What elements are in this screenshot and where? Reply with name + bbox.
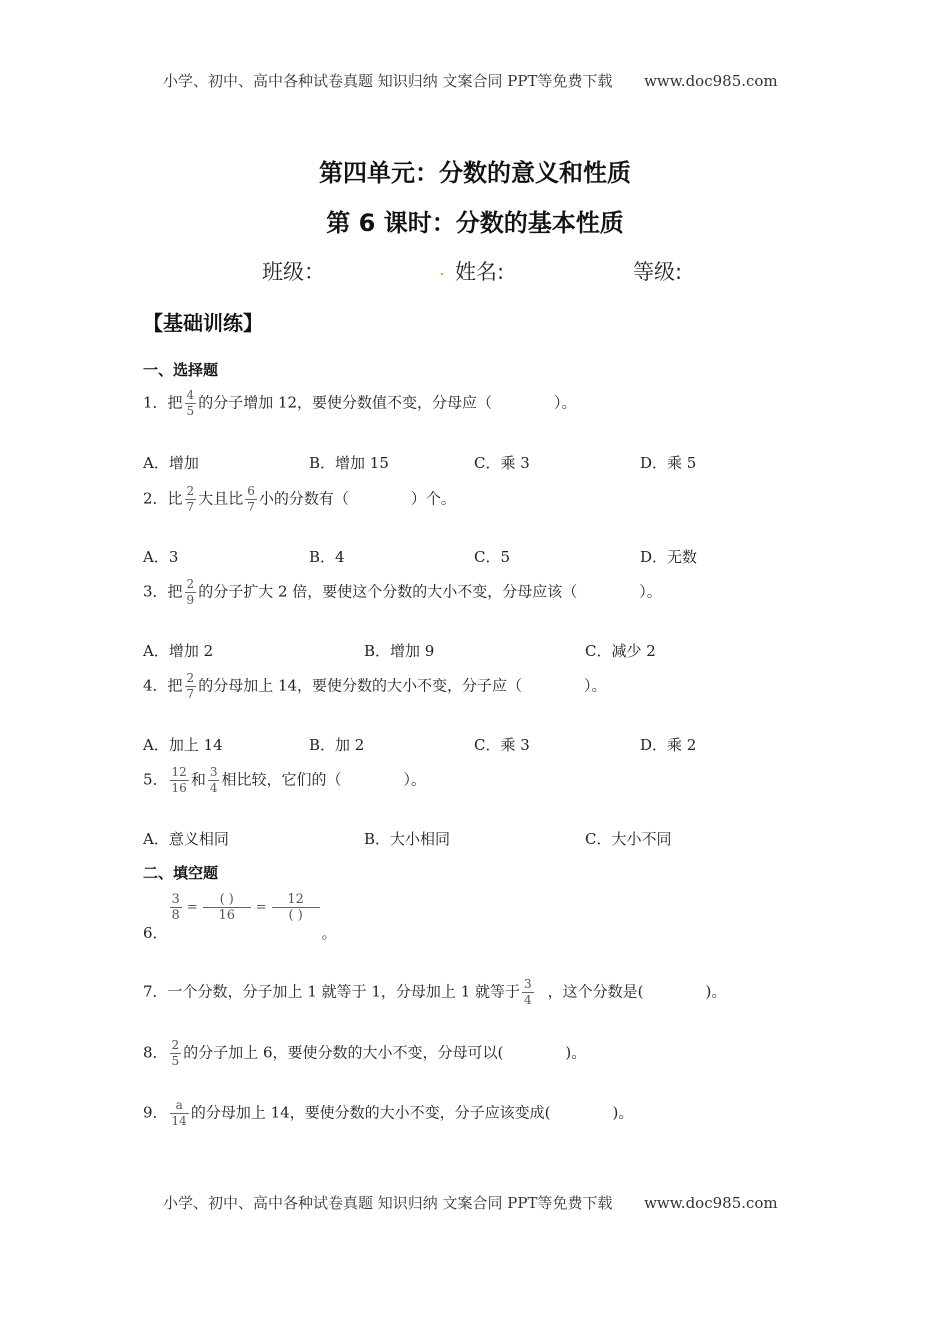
question-7: 7．一个分数，分子加上 1 就等于 1，分母加上 1 就等于 $\frac{3}{4}$ ，这个分数是( )。	[143, 977, 727, 1007]
fraction: $\frac{2}{9}$	[186, 577, 195, 607]
fraction: $\frac{3}{4}$	[524, 977, 532, 1007]
question-6: 6． $\frac{3}{8}$ = $\frac{( )}{16}$ = $\frac{12}{( )}$ 。	[143, 892, 337, 942]
q1-option-b[interactable]: B．增加 15	[309, 454, 389, 472]
page-footer	[163, 1192, 778, 1213]
fraction: $\frac{2}{7}$	[186, 484, 195, 514]
q2-option-d[interactable]: D．无数	[640, 548, 698, 566]
question-5: 5． $\frac{12}{16}$ 和 $\frac{3}{4}$ 相比较，它们的（ ）。	[143, 765, 427, 795]
q5-option-b[interactable]: B．大小相同	[364, 830, 451, 848]
q3-option-a[interactable]: A．增加 2	[143, 642, 214, 660]
question-4: 4．把 $\frac{2}{7}$ 的分母加上 14，要使分数的大小不变，分子应（ ）。	[143, 671, 607, 701]
fraction: $\frac{3}{8}$	[171, 892, 180, 923]
section-fill-in: 二、填空题	[143, 864, 219, 882]
name-label: 姓名:	[455, 260, 505, 284]
fraction: $\frac{12}{16}$	[171, 765, 187, 795]
q1-option-c[interactable]: C．乘 3	[474, 454, 530, 472]
fraction: $\frac{12}{( )}$	[272, 892, 320, 923]
footer-text: 小学、初中、高中各种试卷真题 知识归纳 文案合同 PPT等免费下载	[163, 1194, 613, 1212]
question-2: 2．比 $\frac{2}{7}$ 大且比 $\frac{6}{7}$ 小的分数有（ ）个。	[143, 484, 456, 514]
fraction: $\frac{2}{7}$	[186, 671, 195, 701]
question-1: 1．把 $\frac{4}{5}$ 的分子增加 12，要使分数值不变，分母应（ ）。	[143, 388, 577, 418]
fraction: $\frac{a}{14}$	[171, 1098, 187, 1128]
question-9: 9． $\frac{a}{14}$ 的分母加上 14，要使分数的大小不变，分子应该变成( )。	[143, 1098, 634, 1128]
info-dot: .	[439, 259, 445, 280]
question-3: 3．把 $\frac{2}{9}$ 的分子扩大 2 倍，要使这个分数的大小不变，分母应该（ ）。	[143, 577, 662, 607]
q2-option-c[interactable]: C．5	[474, 548, 511, 566]
fraction: $\frac{4}{5}$	[186, 388, 195, 418]
q5-option-c[interactable]: C．大小不同	[585, 830, 672, 848]
lesson-title: 第 6 课时：分数的基本性质	[326, 209, 624, 237]
fraction: $\frac{( )}{16}$	[203, 892, 251, 923]
unit-title: 第四单元：分数的意义和性质	[319, 159, 631, 187]
section-basic-training: 【基础训练】	[143, 311, 263, 335]
q2-option-a[interactable]: A．3	[143, 548, 179, 566]
q2-option-b[interactable]: B．4	[309, 548, 345, 566]
class-label: 班级：	[262, 260, 325, 284]
q4-option-d[interactable]: D．乘 2	[640, 736, 697, 754]
q4-option-b[interactable]: B．加 2	[309, 736, 365, 754]
section-choice: 一、选择题	[143, 361, 219, 379]
q1-option-d[interactable]: D．乘 5	[640, 454, 697, 472]
fraction: $\frac{3}{4}$	[209, 765, 218, 795]
footer-site[interactable]: www.doc985.com	[644, 1194, 778, 1212]
header-site[interactable]: www.doc985.com	[644, 72, 778, 90]
grade-label: 等级:	[633, 260, 683, 284]
fraction: $\frac{6}{7}$	[247, 484, 255, 514]
question-8: 8． $\frac{2}{5}$ 的分子加上 6，要使分数的大小不变，分母可以( )。	[143, 1038, 587, 1068]
q4-option-c[interactable]: C．乘 3	[474, 736, 530, 754]
q1-option-a[interactable]: A．增加	[143, 454, 199, 472]
page-header	[163, 70, 778, 91]
q5-option-a[interactable]: A．意义相同	[143, 830, 229, 848]
q3-option-b[interactable]: B．增加 9	[364, 642, 435, 660]
q4-option-a[interactable]: A．加上 14	[143, 736, 223, 754]
fraction: $\frac{2}{5}$	[171, 1038, 180, 1068]
q3-option-c[interactable]: C．减少 2	[585, 642, 656, 660]
header-text: 小学、初中、高中各种试卷真题 知识归纳 文案合同 PPT等免费下载	[163, 72, 613, 90]
